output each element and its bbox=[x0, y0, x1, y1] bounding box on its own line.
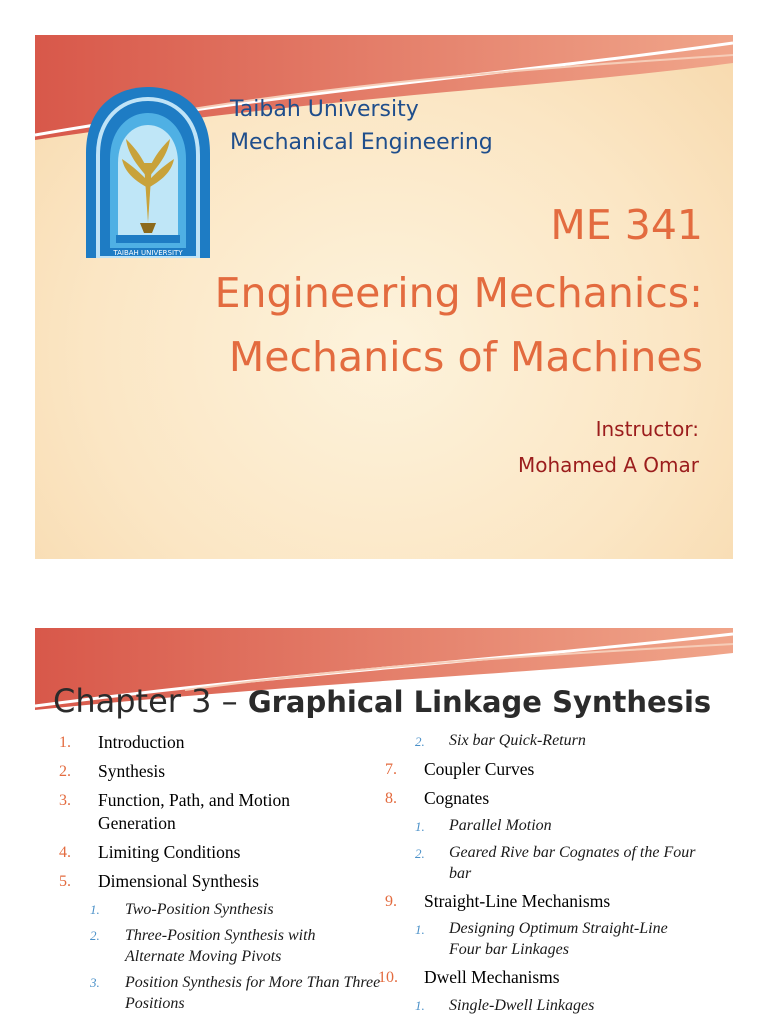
sublist-item: Three-Position Synthesis with Alternate Moving Pivots bbox=[125, 927, 316, 965]
sublist-number: 2. bbox=[415, 734, 425, 749]
sublist-item: Six bar Quick-Return bbox=[449, 732, 586, 749]
sublist-number: 3. bbox=[90, 975, 100, 990]
university-logo bbox=[80, 83, 216, 258]
sublist-number: 2. bbox=[90, 928, 100, 943]
sublist-item: Position Synthesis for More Than Three Positions bbox=[125, 974, 381, 1012]
course-code: ME 341 bbox=[550, 201, 703, 249]
sublist-number: 1. bbox=[415, 819, 425, 834]
instructor-label: Instructor: bbox=[595, 417, 699, 441]
list-item: Coupler Curves bbox=[424, 759, 535, 779]
department-name: Mechanical Engineering bbox=[230, 130, 493, 155]
list-number: 1. bbox=[59, 734, 71, 751]
list-number: 4. bbox=[59, 844, 71, 861]
sublist-number: 1. bbox=[90, 902, 100, 917]
chapter-slide bbox=[35, 628, 733, 1024]
sublist-number: 1. bbox=[415, 998, 425, 1013]
title-slide bbox=[35, 35, 733, 559]
list-number: 9. bbox=[385, 893, 397, 910]
list-item: Function, Path, and Motion Generation bbox=[98, 790, 291, 833]
instructor-name: Mohamed A Omar bbox=[517, 453, 699, 477]
chapter-title: Chapter 3 – Graphical Linkage Synthesis bbox=[53, 682, 712, 720]
list-item: Limiting Conditions bbox=[98, 842, 241, 862]
list-number: 10. bbox=[378, 969, 398, 986]
university-name: Taibah University bbox=[230, 97, 419, 122]
list-item: Synthesis bbox=[98, 761, 166, 781]
svg-text:TAIBAH UNIVERSITY: TAIBAH UNIVERSITY bbox=[113, 249, 183, 257]
list-item: Straight-Line Mechanisms bbox=[424, 891, 611, 911]
list-number: 2. bbox=[59, 763, 71, 780]
sublist-item: Designing Optimum Straight-Line Four bar Linkages bbox=[449, 920, 668, 958]
course-title-line2: Mechanics of Machines bbox=[228, 333, 703, 381]
list-item: Introduction bbox=[98, 732, 185, 752]
list-item: Cognates bbox=[424, 788, 490, 808]
list-number: 5. bbox=[59, 873, 71, 890]
list-number: 7. bbox=[385, 761, 397, 778]
course-title-line1: Engineering Mechanics: bbox=[214, 269, 703, 317]
sublist-item: Geared Rive bar Cognates of the Four bar bbox=[449, 844, 696, 882]
sublist-number: 1. bbox=[415, 922, 425, 937]
list-item: Dimensional Synthesis bbox=[98, 871, 259, 891]
list-number: 3. bbox=[59, 792, 71, 809]
sublist-item: Single-Dwell Linkages bbox=[449, 997, 595, 1014]
sublist-item: Parallel Motion bbox=[449, 817, 552, 834]
sublist-item: Two-Position Synthesis bbox=[125, 901, 274, 918]
list-number: 8. bbox=[385, 790, 397, 807]
list-item: Dwell Mechanisms bbox=[424, 967, 560, 987]
sublist-number: 2. bbox=[415, 846, 425, 861]
